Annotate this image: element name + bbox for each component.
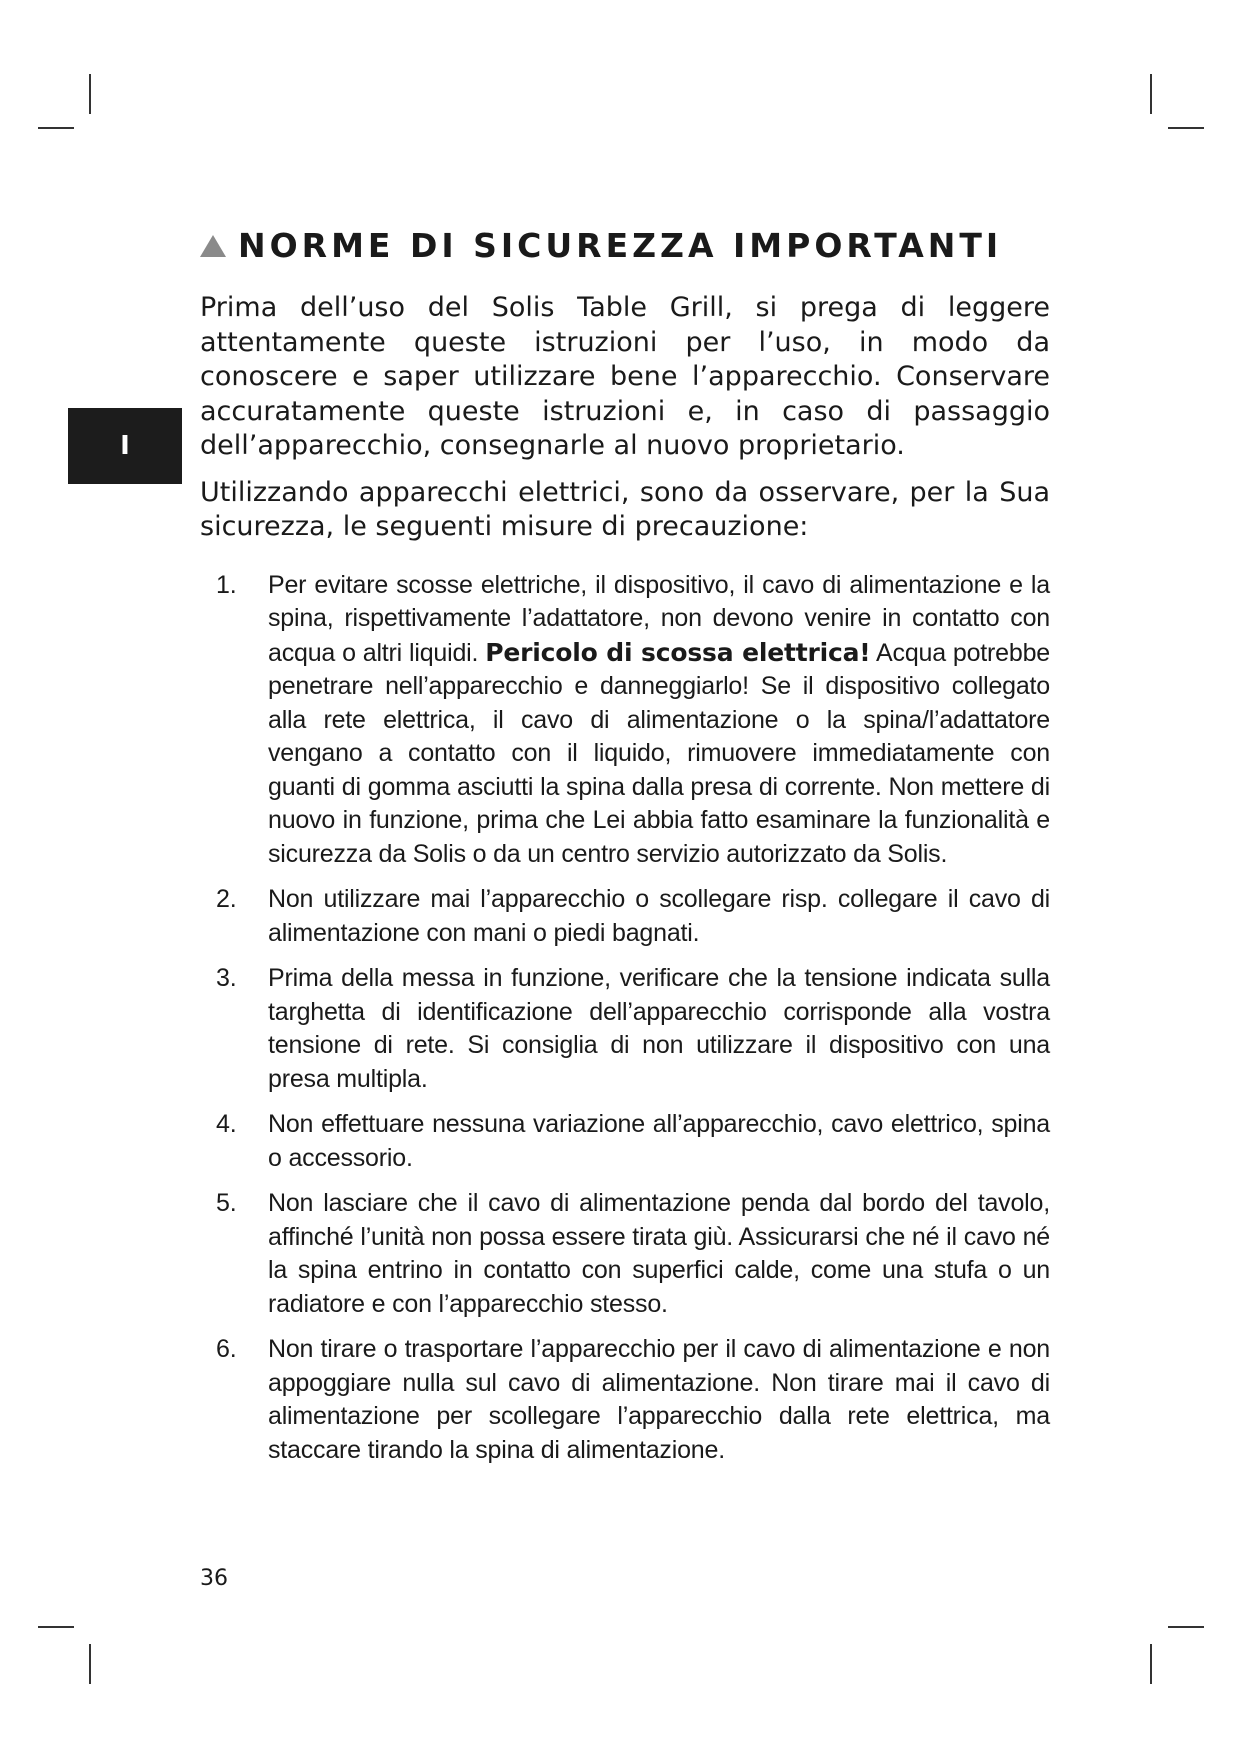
page-title: NORME DI SICUREZZA IMPORTANTI: [238, 226, 1003, 265]
list-item-number: 6.: [216, 1335, 237, 1363]
list-item-number: 3.: [216, 964, 237, 992]
list-item: [216, 1333, 1050, 1467]
list-item-text: Non effettuare nessuna variazione all’apparecchio, cavo elettrico, spina o accessorio.: [268, 1110, 1050, 1172]
warning-triangle-icon: [200, 235, 226, 257]
page-number: 36: [200, 1566, 228, 1591]
list-item-text: Non lasciare che il cavo di alimentazione penda dal bordo del tavolo, affinché l’unità non possa essere tirata giù. Assicurarsi che né il cavo né la spina entrino in contatto con superfici calde, come una stufa o un radiatore e con l’apparecchio stesso.: [268, 1189, 1050, 1318]
intro-paragraph: Prima dell’uso del Solis Table Grill, si prega di leggere attentamente queste istruzioni per l’uso, in modo da conoscere e saper utilizzare bene l’apparecchio. Conservare accuratamente queste istruzioni e, in caso di passaggio dell’apparecchio, consegnarle al nuovo proprietario.: [200, 292, 1050, 461]
page-content: [200, 226, 1050, 1479]
crop-mark-bottom-right-vertical: [1150, 1644, 1152, 1684]
list-item: [216, 962, 1050, 1096]
crop-mark-top-left-horizontal: [38, 127, 74, 129]
crop-mark-top-right-vertical: [1150, 74, 1152, 114]
list-item-text: Non tirare o trasportare l’apparecchio per il cavo di alimentazione e non appoggiare nulla sul cavo di alimentazione. Non tirare mai il cavo di alimentazione per scollegare l’apparecchio dalla rete elettrica, ma staccare tirando la spina di alimentazione.: [268, 1335, 1050, 1464]
crop-mark-bottom-left-vertical: [89, 1644, 91, 1684]
list-item: [216, 1187, 1050, 1321]
list-item-number: 4.: [216, 1110, 237, 1138]
section-heading: [200, 226, 1050, 265]
list-item: [216, 569, 1050, 872]
list-item-number: 5.: [216, 1189, 237, 1217]
list-item-number: 1.: [216, 570, 237, 599]
list-item-text: Per evitare scosse elettriche, il dispositivo, il cavo di alimentazione e la spina, rispettivamente l’adattatore, non devono venire in contatto con acqua o altri liquidi.: [268, 570, 1050, 667]
danger-warning: Pericolo di scossa elettrica!: [485, 637, 871, 667]
precaution-intro: Utilizzando apparecchi elettrici, sono da osservare, per la Sua sicurezza, le seguenti misure di precauzione:: [200, 476, 1050, 542]
crop-mark-bottom-left-horizontal: [38, 1626, 74, 1628]
crop-mark-top-left-vertical: [89, 74, 91, 114]
safety-rules-list: [200, 569, 1050, 1468]
list-item-text: Non utilizzare mai l’apparecchio o scollegare risp. collegare il cavo di alimentazione con mani o piedi bagnati.: [268, 885, 1050, 947]
crop-mark-top-right-horizontal: [1168, 127, 1204, 129]
list-item-number: 2.: [216, 885, 237, 913]
list-item-text: Acqua potrebbe penetrare nell’apparecchio e danneggiarlo! Se il dispositivo collegato alla rete elettrica, il cavo di alimentazione o la spina/l’adattatore vengano a contatto con il liquido, rimuovere immediatamente con guanti di gomma asciutti la spina dalla presa di corrente. Non mettere di nuovo in funzione, prima che Lei abbia fatto esaminare la funzionalità e sicurezza da Solis o da un centro servizio autorizzato da Solis.: [268, 638, 1050, 868]
list-item: [216, 883, 1050, 950]
list-item: [216, 1108, 1050, 1175]
list-item-text: Prima della messa in funzione, verificare che la tensione indicata sulla targhetta di identificazione dell’apparecchio corrisponde alla vostra tensione di rete. Si consiglia di non utilizzare il dispositivo con una presa multipla.: [268, 964, 1050, 1093]
crop-mark-bottom-right-horizontal: [1168, 1626, 1204, 1628]
language-section-tab: I: [68, 408, 182, 484]
